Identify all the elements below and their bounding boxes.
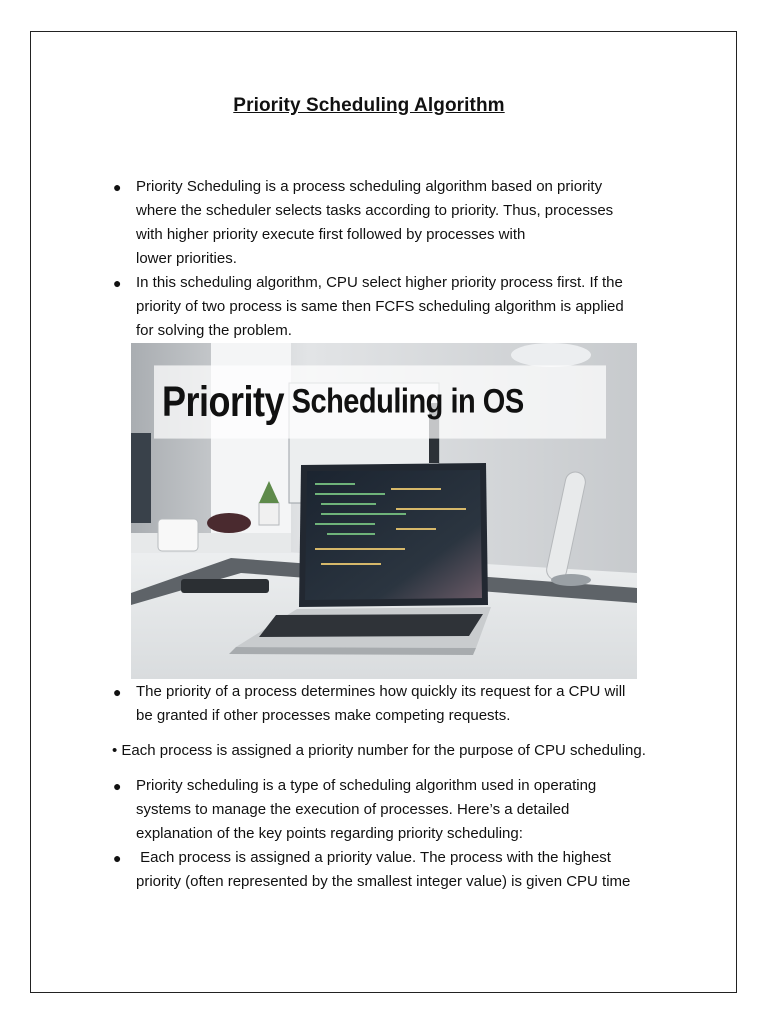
bullet-line: Priority Scheduling is a process scheduling algorithm based on priority bbox=[136, 178, 603, 195]
bullet-dot: ● bbox=[113, 778, 122, 794]
bullet-line: with higher priority execute first followed by processes with bbox=[136, 226, 526, 243]
bullet-line: priority of two process is same then FCFS scheduling algorithm is applied bbox=[136, 298, 624, 315]
bullet-line: where the scheduler selects tasks according to priority. Thus, processes bbox=[136, 202, 614, 219]
bullet-line: The priority of a process determines how quickly its request for a CPU will bbox=[136, 683, 626, 700]
bullet-dot: ● bbox=[113, 179, 122, 195]
bullet-line: systems to manage the execution of processes. Here’s a detailed bbox=[136, 801, 570, 818]
plain-bullet-line: • Each process is assigned a priority number for the purpose of CPU scheduling. bbox=[112, 742, 646, 759]
image-caption-banner bbox=[154, 365, 606, 438]
caption-rest: Scheduling in OS bbox=[284, 382, 524, 421]
bullet-line: priority (often represented by the smallest integer value) is given CPU time bbox=[136, 873, 631, 890]
bullet-item bbox=[0, 680, 768, 728]
bullet-line: In this scheduling algorithm, CPU select higher priority process first. If the bbox=[136, 274, 623, 291]
laptop-illustration bbox=[131, 343, 637, 679]
caption-word-priority: Priority bbox=[162, 377, 285, 426]
bullet-dot: ● bbox=[113, 275, 122, 291]
bullet-line: lower priorities. bbox=[136, 250, 237, 267]
bullet-list-bottom bbox=[0, 774, 768, 894]
bullet-dot: ● bbox=[113, 684, 122, 700]
bullet-line: explanation of the key points regarding priority scheduling: bbox=[136, 825, 523, 842]
document-title: Priority Scheduling Algorithm bbox=[233, 95, 505, 116]
bullet-list-mid bbox=[0, 680, 768, 728]
bullet-list-top bbox=[0, 175, 768, 343]
bullet-line: for solving the problem. bbox=[136, 322, 292, 339]
bullet-dot: ● bbox=[113, 850, 122, 866]
bullet-line: Each process is assigned a priority value. The process with the highest bbox=[136, 849, 611, 866]
bullet-item bbox=[0, 846, 768, 894]
bullet-line: Priority scheduling is a type of scheduling algorithm used in operating bbox=[136, 777, 597, 794]
bullet-item bbox=[0, 271, 768, 343]
bullet-item bbox=[0, 175, 768, 271]
bullet-item bbox=[0, 774, 768, 846]
bullet-line: be granted if other processes make competing requests. bbox=[136, 707, 511, 724]
